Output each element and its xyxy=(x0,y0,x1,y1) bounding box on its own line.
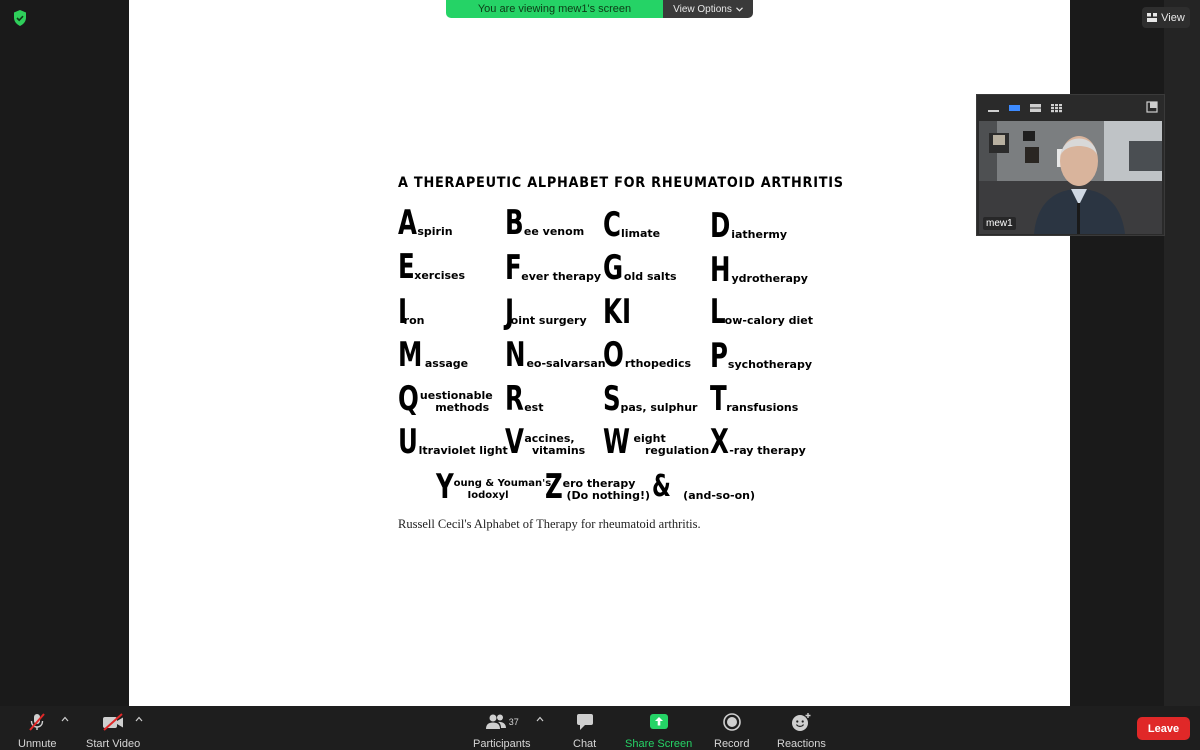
alphabet-entry xyxy=(505,203,585,243)
entry-letter: A xyxy=(398,203,417,243)
entry-word: ltraviolet light xyxy=(418,444,508,457)
chat-button[interactable] xyxy=(573,712,596,750)
entry-letter: G xyxy=(603,248,624,288)
entry-word: eight regulation xyxy=(633,432,710,457)
entry-letter: Z xyxy=(545,467,563,507)
participants-options-caret-icon[interactable] xyxy=(536,716,544,722)
entry-word: -ray therapy xyxy=(729,444,806,457)
alphabet-entry xyxy=(505,379,544,419)
entry-letter: O xyxy=(603,335,624,375)
video-camera-off-icon xyxy=(101,712,125,732)
document-caption: Russell Cecil's Alphabet of Therapy for rheumatoid arthritis. xyxy=(398,517,701,531)
meeting-toolbar xyxy=(0,706,1200,750)
view-options-button[interactable] xyxy=(663,0,753,18)
entry-word: ron xyxy=(403,314,425,327)
entry-word: pas, sulphur xyxy=(620,401,698,414)
entry-letter: R xyxy=(505,379,524,419)
entry-letter: S xyxy=(603,379,621,419)
share-banner-text: You are viewing mew1's screen xyxy=(446,0,663,18)
participants-count: 37 xyxy=(508,717,519,727)
entry-letter: H xyxy=(710,250,731,290)
entry-letter: D xyxy=(710,206,731,246)
exit-minimize-icon[interactable] xyxy=(1146,101,1158,113)
security-shield-icon[interactable] xyxy=(10,8,30,28)
entry-word: eo-salvarsan xyxy=(526,357,606,370)
alphabet-entry xyxy=(710,336,812,376)
record-icon xyxy=(722,712,742,732)
alphabet-entry xyxy=(603,205,661,245)
entry-word: limate xyxy=(620,227,661,240)
record-label: Record xyxy=(714,738,750,750)
entry-word: rthopedics xyxy=(624,357,692,370)
alphabet-entry xyxy=(603,248,677,288)
alphabet-entry xyxy=(710,292,814,332)
entry-word: ever therapy xyxy=(521,270,602,283)
participants-label: Participants xyxy=(473,738,531,750)
alphabet-entry xyxy=(603,422,710,462)
entry-letter: W xyxy=(603,422,631,462)
alphabet-entry xyxy=(603,335,692,375)
participants-icon xyxy=(485,712,507,732)
alphabet-entry xyxy=(603,292,635,332)
entry-letter: L xyxy=(710,292,726,332)
entry-letter: P xyxy=(710,336,728,376)
share-banner xyxy=(446,0,753,18)
alphabet-entry xyxy=(603,379,698,419)
entry-word: iathermy xyxy=(731,228,788,241)
alphabet-entry xyxy=(710,379,799,419)
start-video-button[interactable] xyxy=(86,712,140,750)
entry-word: accines, vitamins xyxy=(524,432,586,457)
entry-letter: X xyxy=(710,422,729,462)
single-view-icon[interactable] xyxy=(1008,103,1021,113)
share-screen-button[interactable] xyxy=(625,712,692,750)
alphabet-entry xyxy=(505,335,606,375)
entry-letter: U xyxy=(398,422,418,462)
entry-word: oung & Youman's Iodoxyl xyxy=(453,478,552,501)
entry-letter: V xyxy=(505,422,524,462)
grid-icon xyxy=(1147,13,1157,22)
entry-letter: I xyxy=(398,292,408,332)
video-options-caret-icon[interactable] xyxy=(135,716,143,722)
entry-word: assage xyxy=(424,357,469,370)
audio-options-caret-icon[interactable] xyxy=(61,716,69,722)
alphabet-entry xyxy=(398,292,425,332)
entry-word: sychotherapy xyxy=(727,358,812,371)
entry-letter: N xyxy=(505,335,526,375)
entry-word: ransfusions xyxy=(726,401,799,414)
share-screen-label: Share Screen xyxy=(625,738,693,750)
reactions-label: Reactions xyxy=(777,738,826,750)
minimize-icon[interactable] xyxy=(987,103,1000,113)
participant-name: mew1 xyxy=(983,217,1016,230)
video-panel-toolbar xyxy=(977,95,1164,120)
alphabet-entry xyxy=(436,467,552,507)
microphone-muted-icon xyxy=(27,712,47,732)
entry-word: (and-so-on) xyxy=(683,489,755,502)
alphabet-entry xyxy=(710,422,806,462)
entry-letter: J xyxy=(505,292,515,332)
alphabet-entry xyxy=(505,248,602,288)
alphabet-entry xyxy=(398,379,493,419)
entry-word: ydrotherapy xyxy=(731,272,808,285)
alphabet-entry xyxy=(505,292,587,332)
alphabet-entry xyxy=(398,422,508,462)
alphabet-entry xyxy=(545,467,651,507)
alphabet-entry xyxy=(710,250,808,290)
stacked-view-icon[interactable] xyxy=(1029,103,1042,113)
reactions-smiley-icon xyxy=(790,712,812,732)
entry-word: oint surgery xyxy=(510,314,587,327)
entry-word: old salts xyxy=(623,270,677,283)
entry-letter: Q xyxy=(398,379,419,419)
alphabet-entry xyxy=(652,469,755,504)
entry-word: ow-calory diet xyxy=(724,314,814,327)
entry-word: est xyxy=(524,401,544,414)
chat-label: Chat xyxy=(573,738,597,750)
entry-letter: C xyxy=(603,205,621,245)
view-button-label: View xyxy=(1161,11,1185,24)
alphabet-entry xyxy=(710,206,788,246)
entry-letter: F xyxy=(505,248,522,288)
entry-word: ero therapy (Do nothing!) xyxy=(562,477,651,502)
reactions-button[interactable] xyxy=(777,712,826,750)
share-screen-icon xyxy=(649,712,669,732)
record-button[interactable] xyxy=(714,712,749,750)
entry-letter: M xyxy=(398,335,423,375)
entry-letter: & xyxy=(652,469,671,504)
entry-letter: T xyxy=(710,379,727,419)
entry-word: ee venom xyxy=(523,225,585,238)
entry-letter: Y xyxy=(436,467,454,507)
alphabet-entry xyxy=(398,335,469,375)
alphabet-entry xyxy=(398,203,453,243)
participant-video xyxy=(979,121,1162,234)
entry-letter: KI xyxy=(603,292,632,332)
entry-word: spirin xyxy=(417,225,453,238)
right-gutter xyxy=(1164,0,1200,706)
video-panel xyxy=(976,94,1165,236)
document-title: A THERAPEUTIC ALPHABET FOR RHEUMATOID ARTHRITIS xyxy=(398,175,844,191)
chat-bubble-icon xyxy=(575,712,595,732)
view-button[interactable] xyxy=(1142,7,1190,28)
entry-word: uestionable methods xyxy=(419,389,493,414)
gallery-view-icon[interactable] xyxy=(1050,103,1063,113)
participants-button[interactable] xyxy=(473,712,530,750)
alphabet-entry xyxy=(398,247,466,287)
leave-button[interactable]: Leave xyxy=(1137,717,1190,740)
unmute-button[interactable] xyxy=(18,712,57,750)
start-video-label: Start Video xyxy=(86,738,141,750)
chevron-down-icon xyxy=(736,7,743,12)
unmute-label: Unmute xyxy=(18,738,57,750)
view-options-label: View Options xyxy=(673,3,732,15)
alphabet-entry xyxy=(505,422,586,462)
entry-letter: B xyxy=(505,203,524,243)
entry-word: xercises xyxy=(414,269,466,282)
entry-letter: E xyxy=(398,247,415,287)
